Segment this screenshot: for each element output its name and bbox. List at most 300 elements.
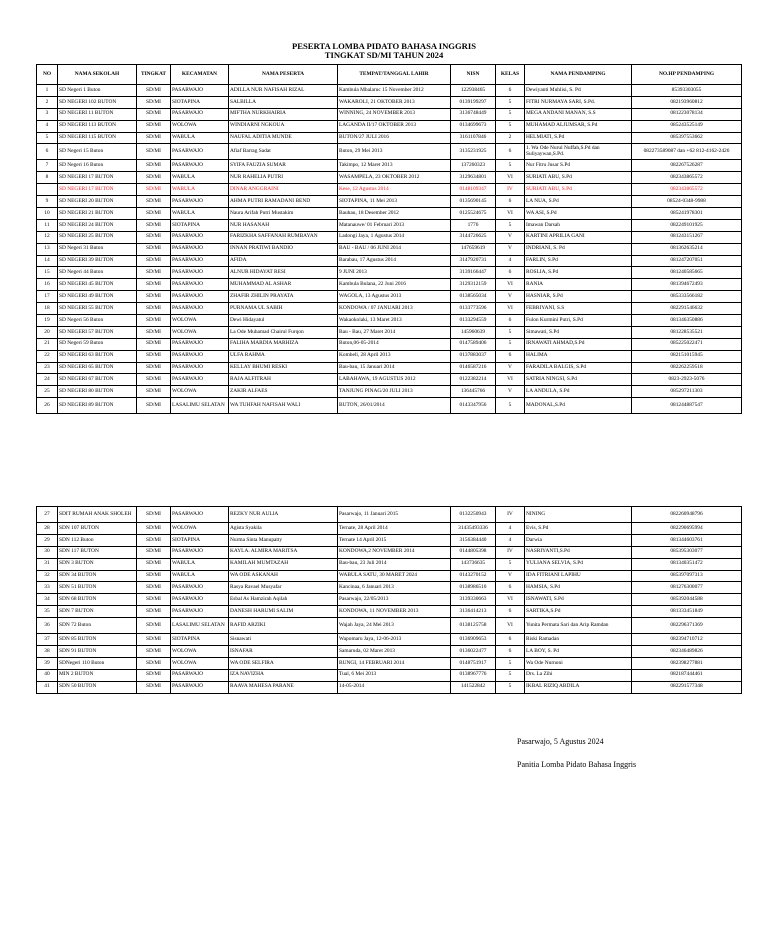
class: VI (496, 618, 525, 634)
row-number: 4 (37, 120, 58, 132)
table-row (37, 303, 742, 315)
nisn: 3136414213 (451, 606, 496, 618)
participant-name: DINAR ANGGRAINI (229, 184, 338, 196)
row-number: 33 (37, 582, 58, 594)
school-name: SD NEGERI 89 BUTON (58, 398, 137, 414)
companion-phone: 08524-0348-9988 (632, 196, 742, 208)
companion-name: Dewiyanti Muhlisi, S. Pd (525, 85, 632, 97)
school-name: SDN 117 BUTON (58, 546, 137, 558)
participant-name: FALIHA MARDIA MARHIZA (229, 338, 338, 350)
row-number: 9 (37, 196, 58, 208)
district: PASARWAJO (171, 507, 229, 523)
companion-phone: 085333566182 (632, 291, 742, 303)
companion-phone: 081240585665 (632, 267, 742, 279)
row-number: 19 (37, 315, 58, 327)
school-name: SD NEGERI 115 BUTON (58, 132, 137, 144)
nisn: 122938465 (451, 85, 496, 97)
district: PASARWAJO (171, 243, 229, 255)
row-number: 24 (37, 374, 58, 386)
level: SD/MI (137, 326, 171, 338)
birth-place-date: Bauhau, 18 Desember 2012 (338, 208, 451, 220)
school-name: SD Negeri 15 Buton (58, 144, 137, 160)
companion-name: LA NUA, S.Pd (525, 196, 632, 208)
participant-name: ISNAFAR (229, 646, 338, 658)
companion-name: KARTINI APRILIA GANI (525, 231, 632, 243)
school-name: MIN 2 BUTON (58, 669, 137, 681)
row-number: 29 (37, 534, 58, 546)
row-number: 35 (37, 606, 58, 618)
class: V (496, 291, 525, 303)
class: V (496, 362, 525, 374)
row-number: 30 (37, 546, 58, 558)
level: SD/MI (137, 618, 171, 634)
district: SIOTAPINA (171, 219, 229, 231)
district: PASARWAJO (171, 582, 229, 594)
district: SIOTAPINA (171, 96, 229, 108)
school-name: SD NEGERI 63 BUTON (58, 350, 137, 362)
class: VI (496, 172, 525, 184)
level: SD/MI (137, 279, 171, 291)
companion-name: SURIATI ABU, S.Pd (525, 172, 632, 184)
level: SD/MI (137, 231, 171, 243)
companion-phone: 085241978301 (632, 208, 742, 220)
participant-name: Sisnawati (229, 634, 338, 646)
participant-name: WINDIARNI NGKOUA (229, 120, 338, 132)
table-row (37, 618, 742, 634)
level: SD/MI (137, 681, 171, 693)
companion-phone: 082291546632 (632, 303, 742, 315)
participant-name: Afiaf Barrag Sadat (229, 144, 338, 160)
table-row (37, 279, 742, 291)
row-number: 13 (37, 243, 58, 255)
nisn: 0138967776 (451, 669, 496, 681)
birth-place-date: 9 JUNI 2013 (338, 267, 451, 279)
level: SD/MI (137, 108, 171, 120)
table-row (37, 507, 742, 523)
table-row (37, 160, 742, 172)
companion-name: HAMSIA, S.Pd (525, 582, 632, 594)
nisn: 3147920731 (451, 255, 496, 267)
companion-phone: 081223078134 (632, 108, 742, 120)
school-name: SD NEGERI 39 BUTON (58, 255, 137, 267)
birth-place-date: KONDOWA,2 NOVEMBER 2014 (338, 546, 451, 558)
school-name: SD NEGERI 17 BUTON (58, 184, 137, 196)
birth-place-date: Kombeli, 28 April 2013 (338, 350, 451, 362)
companion-name: Yunita Permata Sari dan Arip Ramdan (525, 618, 632, 634)
table-row (37, 291, 742, 303)
class: V (496, 231, 525, 243)
class: VI (496, 208, 525, 220)
class: 5 (496, 681, 525, 693)
companion-phone: 085395303077 (632, 546, 742, 558)
birth-place-date: Kambula Bulana, 22 Juni 2016 (338, 279, 451, 291)
nisn: 0143347956 (451, 398, 496, 414)
companion-name: IRNAWATI AHMAD,S.Pd (525, 338, 632, 350)
companion-name: ISNAWATI, S.Pd (525, 594, 632, 606)
companion-phone: 082291577348 (632, 681, 742, 693)
district: WABULA (171, 558, 229, 570)
row-number: 28 (37, 523, 58, 535)
birth-place-date: Kambula Mbalaruc 15 November 2012 (338, 85, 451, 97)
class: 4 (496, 523, 525, 535)
col-header-school: NAMA SEKOLAH (58, 65, 137, 85)
participant-name: WA ODE SELFIRA (229, 657, 338, 669)
companion-phone: 085397553662 (632, 132, 742, 144)
district: WABULA (171, 172, 229, 184)
nisn: 3139330663 (451, 594, 496, 606)
participant-name: KAYLA. ALMIRA MARITSA (229, 546, 338, 558)
col-header-class: KELAS (496, 65, 525, 85)
nisn: 0122382214 (451, 374, 496, 386)
participant-name: SALBILLA (229, 96, 338, 108)
school-name: SD Negeri 59 Buton (58, 338, 137, 350)
level: SD/MI (137, 291, 171, 303)
table-row (37, 144, 742, 160)
school-name: SD NEGERI 25 BUTON (58, 231, 137, 243)
school-name: SD NEGERI 49 BUTON (58, 291, 137, 303)
class: 6 (496, 582, 525, 594)
birth-place-date: KONDOWA, 11 NOVEMBER 2013 (338, 606, 451, 618)
table-row (37, 231, 742, 243)
birth-place-date: BUTON, 26/01/2014 (338, 398, 451, 414)
companion-name: HELMIATI, S.Pd (525, 132, 632, 144)
nisn: 0138565034 (451, 291, 496, 303)
companion-name: MUHAMAD ALJUMSAR, S.Pd (525, 120, 632, 132)
district: PASARWAJO (171, 362, 229, 374)
participant-name: REZKY NUR AULIA (229, 507, 338, 523)
nisn: 0136909653 (451, 634, 496, 646)
participant-name: ADILLA NUR NAFISAH RIZAL (229, 85, 338, 97)
row-number: 37 (37, 634, 58, 646)
table-row (37, 120, 742, 132)
district: PASARWAJO (171, 338, 229, 350)
school-name: SDN 72 Buton (58, 618, 137, 634)
nisn: 145960639 (451, 326, 496, 338)
level: SD/MI (137, 120, 171, 132)
participant-name: Naura Arifah Putri Mustakim (229, 208, 338, 220)
table-row (37, 534, 742, 546)
class: 5 (496, 326, 525, 338)
row-number: 7 (37, 160, 58, 172)
row-number: 22 (37, 350, 58, 362)
school-name: SD NEGERI 20 BUTON (58, 196, 137, 208)
district: PASARWAJO (171, 291, 229, 303)
level: SD/MI (137, 606, 171, 618)
class: 6 (496, 350, 525, 362)
table-row (37, 558, 742, 570)
level: SD/MI (137, 657, 171, 669)
class: V (496, 386, 525, 398)
school-name: SD NEGERI 24 BUTON (58, 219, 137, 231)
district: PASARWAJO (171, 669, 229, 681)
nisn: 143736635 (451, 558, 496, 570)
table-row (37, 374, 742, 386)
class: 5 (496, 338, 525, 350)
class: V (496, 243, 525, 255)
level: SD/MI (137, 646, 171, 658)
companion-phone: 082343865572 (632, 172, 742, 184)
nisn: 0146587216 (451, 362, 496, 374)
district: LASALIMU SELATAN (171, 398, 229, 414)
birth-place-date: Ternate, 28 April 2014 (338, 523, 451, 535)
row-number: 38 (37, 646, 58, 658)
school-name: SDN 50 BUTON (58, 681, 137, 693)
birth-place-date: Pasarwajo, 11 Januari 2015 (338, 507, 451, 523)
birth-place-date: Kese, 12 Agustus 2014 (338, 184, 451, 196)
birth-place-date: Buton,06-05-2014 (338, 338, 451, 350)
row-number: 17 (37, 291, 58, 303)
companion-name: 1. Wa Ode Nurul Nuffah,S.Pd dan Suliyaywan,S.Pd. (525, 144, 632, 160)
birth-place-date: WASAMPELA, 23 OKTOBER 2012 (338, 172, 451, 184)
participant-name: AFIDA (229, 255, 338, 267)
birth-place-date: LAGANDA II/17 OKTOBER 2013 (338, 120, 451, 132)
signature-committee: Panitia Lomba Pidato Bahasa Inggris (517, 760, 637, 769)
companion-phone: 082343865572 (632, 184, 742, 196)
birth-place-date: Samaruda, 02 Maret 2013 (338, 646, 451, 658)
school-name: SD NEGERI 113 BUTON (58, 120, 137, 132)
row-number: 14 (37, 255, 58, 267)
companion-name: NASRIYANTI,S.Pd (525, 546, 632, 558)
level: SD/MI (137, 534, 171, 546)
companion-name: Fulon Kurmini Putri, S.Pd (525, 315, 632, 327)
nisn: 0134699673 (451, 120, 496, 132)
level: SD/MI (137, 315, 171, 327)
district: SIOTAPINA (171, 634, 229, 646)
birth-place-date: WINNING, 24 NOVEMBER 2013 (338, 108, 451, 120)
companion-name: NINING (525, 507, 632, 523)
level: SD/MI (137, 132, 171, 144)
table-row (37, 326, 742, 338)
participant-name: PURNAMA UL SABIH (229, 303, 338, 315)
participant-name: KAMILAH MUMTAZAH (229, 558, 338, 570)
table-row (37, 315, 742, 327)
companion-phone: 0823-2923-5076 (632, 374, 742, 386)
level: SD/MI (137, 523, 171, 535)
district: PASARWAJO (171, 594, 229, 606)
school-name: SD NEGERI 67 BUTON (58, 374, 137, 386)
companion-phone: 081394672493 (632, 279, 742, 291)
col-header-participant: NAMA PESERTA (229, 65, 338, 85)
district: WOLOWA (171, 326, 229, 338)
school-name: SD Negeri 44 Buton (58, 267, 137, 279)
col-header-district: KECAMATAN (171, 65, 229, 85)
district: PASARWAJO (171, 267, 229, 279)
table-row (37, 362, 742, 374)
row-number: 3 (37, 108, 58, 120)
birth-place-date: Bau - Bau, 27 Maret 2014 (338, 326, 451, 338)
companion-name: FARLIN, S.Pd (525, 255, 632, 267)
district: PASARWAJO (171, 606, 229, 618)
class: V (496, 570, 525, 582)
row-number: 15 (37, 267, 58, 279)
level: SD/MI (137, 594, 171, 606)
birth-place-date: Wapomaru Jaya, 12-06-2013 (338, 634, 451, 646)
level: SD/MI (137, 582, 171, 594)
birth-place-date: WAGOLA, 13 Agustus 2013 (338, 291, 451, 303)
row-number: 23 (37, 362, 58, 374)
school-name: SD NEGERI 11 BUTON (58, 108, 137, 120)
nisn: 0132250943 (451, 507, 496, 523)
row-number: 6 (37, 144, 58, 160)
companion-phone: 85393303055 (632, 85, 742, 97)
school-name: SDN 7 BUTON (58, 606, 137, 618)
companion-phone: 082296371369 (632, 618, 742, 634)
school-name: SDN 34 BUTON (58, 570, 137, 582)
companion-name: HASNIAR, S.Pd (525, 291, 632, 303)
col-header-no: NO (37, 65, 58, 85)
school-name: SD NEGERI 80 BUTON (58, 386, 137, 398)
participant-name: Rasya Ravael Musyafar (229, 582, 338, 594)
level: SD/MI (137, 362, 171, 374)
class: VI (496, 279, 525, 291)
participant-name: DANESH HARUMI SALIM (229, 606, 338, 618)
table-row (37, 546, 742, 558)
birth-place-date: Takimpo, 12 Maret 2013 (338, 160, 451, 172)
class: 4 (496, 534, 525, 546)
class: 2 (496, 132, 525, 144)
col-header-companion: NAMA PENDAMPING (525, 65, 632, 85)
companion-name: FITRI NURMAYA SARI, S.Pd. (525, 96, 632, 108)
class: 6 (496, 85, 525, 97)
level: SD/MI (137, 398, 171, 414)
level: SD/MI (137, 160, 171, 172)
birth-place-date: Barabau, 17 Agustus 2014 (338, 255, 451, 267)
table-row (37, 523, 742, 535)
birth-place-date: BUNGI, 14 FEBRUARI 2014 (338, 657, 451, 669)
district: PASARWAJO (171, 279, 229, 291)
row-number: 26 (37, 398, 58, 414)
participant-name: Nurma Sinta Manupatty (229, 534, 338, 546)
table-row (37, 570, 742, 582)
school-name: SDN 51 BUTON (58, 582, 137, 594)
district: PASARWAJO (171, 303, 229, 315)
table-row (37, 208, 742, 220)
col-header-phone: NO.HP PENDAMPING (632, 65, 742, 85)
participant-name: ZHAFIR ZHILIN PRAYATA (229, 291, 338, 303)
companion-phone: 082346489826 (632, 646, 742, 658)
participant-name: Dewi Hidayatul (229, 315, 338, 327)
table-row (37, 681, 742, 693)
participant-name: Esbal As Hamzirah Aqilah (229, 594, 338, 606)
companion-name: YULIANA SELVIA, S.Pd (525, 558, 632, 570)
class: 6 (496, 196, 525, 208)
nisn: 31435493336 (451, 523, 496, 535)
class: 5 (496, 558, 525, 570)
nisn: 0148751917 (451, 657, 496, 669)
companion-phone: 082267526287 (632, 160, 742, 172)
level: SD/MI (137, 219, 171, 231)
nisn: 0148109347 (451, 184, 496, 196)
level: SD/MI (137, 184, 171, 196)
table-row (37, 606, 742, 618)
companion-name: IDA FITRIANI LAPIHU (525, 570, 632, 582)
participant-name: RAJA ALFITRAH (229, 374, 338, 386)
row-number: 36 (37, 618, 58, 634)
companion-phone: 082398277881 (632, 657, 742, 669)
companion-phone: 081362635214 (632, 243, 742, 255)
col-header-nisn: NISN (451, 65, 496, 85)
document-subtitle: TINGKAT SD/MI TAHUN 2024 (324, 50, 444, 60)
school-name: SDNegeri 110 Buton (58, 657, 137, 669)
nisn: 0147589406 (451, 338, 496, 350)
col-header-level: TINGKAT (137, 65, 171, 85)
companion-name: SATRIA NINGSI, S.Pd (525, 374, 632, 386)
nisn: 0138986510 (451, 582, 496, 594)
companion-name: Riski Ramadan (525, 634, 632, 646)
table-row (37, 96, 742, 108)
row-number: 39 (37, 657, 58, 669)
nisn: 0139199297 (451, 96, 496, 108)
companion-phone: 085397097313 (632, 570, 742, 582)
level: SD/MI (137, 634, 171, 646)
district: WOLOWA (171, 646, 229, 658)
signature-place-date: Pasarwajo, 5 Agustus 2024 (517, 737, 604, 746)
level: SD/MI (137, 558, 171, 570)
birth-place-date: Buton, 29 Mei 2013 (338, 144, 451, 160)
district: WOLOWA (171, 386, 229, 398)
table-row (37, 267, 742, 279)
companion-name: INDRIANI, S. Pd (525, 243, 632, 255)
table-row (37, 85, 742, 97)
nisn: 3144726625 (451, 231, 496, 243)
companion-name: Simawati, S.Pd (525, 326, 632, 338)
companion-name: FEBRIYANI, S.S (525, 303, 632, 315)
nisn: 0144805398 (451, 546, 496, 558)
companion-name: ROSLIA, S.Pd (525, 267, 632, 279)
level: SD/MI (137, 172, 171, 184)
row-number: 5 (37, 132, 58, 144)
class: VI (496, 594, 525, 606)
companion-phone: 082273589087 dan +62 812-4162-2426 (632, 144, 742, 160)
level: SD/MI (137, 85, 171, 97)
school-name: SDN 3 BUTON (58, 558, 137, 570)
level: SD/MI (137, 96, 171, 108)
row-number: 41 (37, 681, 58, 693)
participant-name: MIFTHA NURKHAIRIA (229, 108, 338, 120)
companion-name: Wa Ode Nurnoni (525, 657, 632, 669)
district: WOLOWA (171, 120, 229, 132)
school-name: SD Negeri 16 Buton (58, 160, 137, 172)
table-row (37, 108, 742, 120)
nisn: 3161107846 (451, 132, 496, 144)
participant-name: SYIFA FAUZIA SUMAR (229, 160, 338, 172)
district: PASARWAJO (171, 681, 229, 693)
companion-name: SARTIKA,S.Pd (525, 606, 632, 618)
col-header-birth: TEMPAT/TANGGAL LAHIR (338, 65, 451, 85)
school-name: SDN 107 BUTON (58, 523, 137, 535)
row-number: 40 (37, 669, 58, 681)
school-name: SD Negeri 1 Buton (58, 85, 137, 97)
table-row (37, 386, 742, 398)
table-row (37, 634, 742, 646)
row-number: 31 (37, 558, 58, 570)
table-row (37, 172, 742, 184)
school-name: SD Negeri 31 Buton (58, 243, 137, 255)
companion-phone: 085243525149 (632, 120, 742, 132)
table-row (37, 338, 742, 350)
row-number: 20 (37, 326, 58, 338)
birth-place-date: KONDOWA / 07 JANUARI 2013 (338, 303, 451, 315)
class: 5 (496, 669, 525, 681)
table-row (37, 398, 742, 414)
nisn: 0133294559 (451, 315, 496, 327)
table-row (37, 184, 742, 196)
class: 5 (496, 120, 525, 132)
companion-phone: 081244887547 (632, 398, 742, 414)
district: PASARWAJO (171, 231, 229, 243)
birth-place-date: Kancinaa, 6 Januari 2013 (338, 582, 451, 594)
companion-phone: 082193960812 (632, 96, 742, 108)
